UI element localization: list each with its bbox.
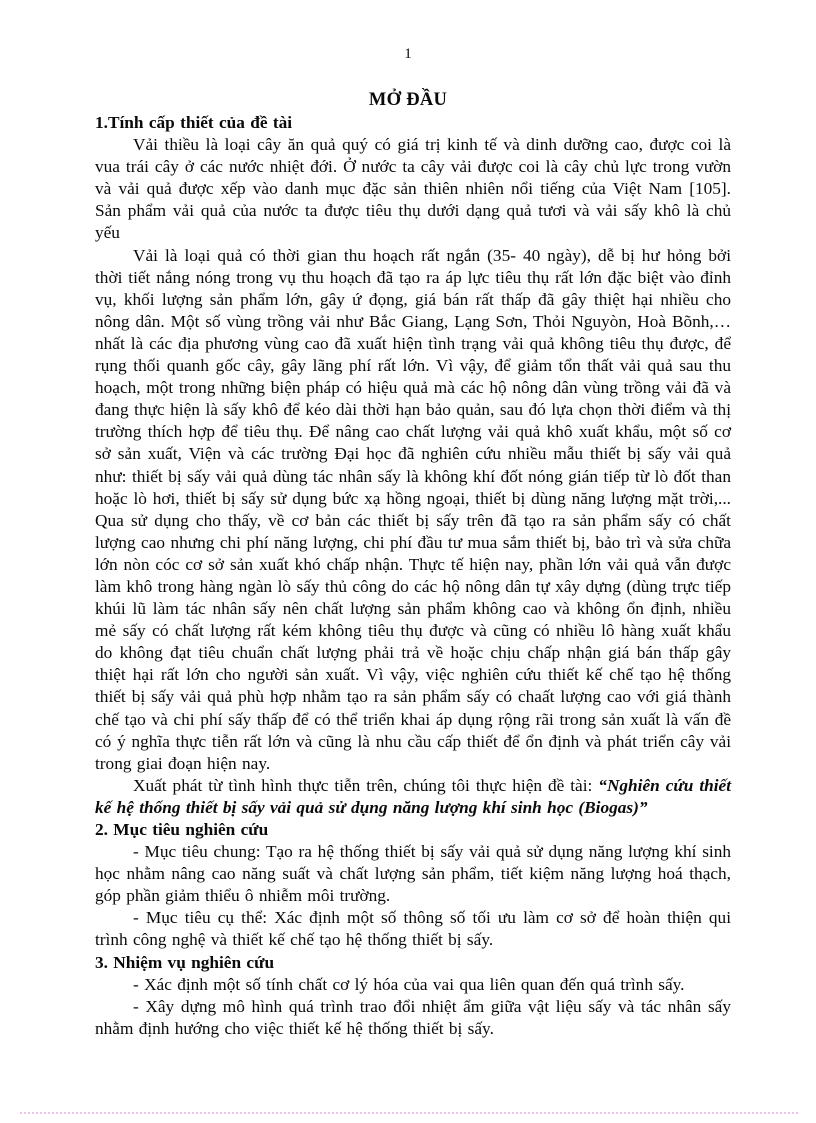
thesis-lead-text: Xuất phát từ tình hình thực tiễn trên, chúng tôi thực hiện đề tài: <box>133 775 599 795</box>
page-number: 1 <box>404 46 412 62</box>
body-paragraph-main: Vải là loại quả có thời gian thu hoạch rất ngắn (35- 40 ngày), dễ bị hư hỏng bởi thời tiết nắng nóng trong vụ thu hoạch đã tạo ra áp lực tiêu thụ rất lớn đặc biệt vào đỉnh vụ, khối lượng sản phẩm lớn, gây ứ đọng, giá bán rất thấp đã gây thiệt hại nhiều cho nông dân. Một số vùng trồng vải như Bắc Giang, Lạng Sơn, Thỏi Nguyòn, Hoà Bõnh,…nhất là các địa phương vùng cao đã xuất hiện tình trạng vải quả không tiêu thụ được, để rụng thối quanh gốc cây, gây lãng phí rất lớn. Vì vậy, để giảm tổn thất vải quả sau thu hoạch, một trong những biện pháp có hiệu quả mà các hộ nông dân vùng trồng vải đã và đang thực hiện là sấy khô để kéo dài thời hạn bảo quản, sau đó lựa chọn thời điểm và thị trường thích hợp để tiêu thụ. Để nâng cao chất lượng vải quả khô xuất khẩu, một số cơ sở sản xuất, Viện và các trường Đại học đã nghiên cứu nhiều mẫu thiết bị sấy vải quả như: thiết bị sấy vải quả dùng tác nhân sấy là không khí đốt nóng gián tiếp từ lò đốt than hoặc lò hơi, thiết bị sấy sử dụng bức xạ hồng ngoại, thiết bị dùng năng lượng mặt trời,... Qua sử dụng cho thấy, về cơ bản các thiết bị sấy trên đã tạo ra sản phẩm sấy có chất lượng cao nhưng chi phí năng lượng, chi phí đầu tư mua sắm thiết bị, bảo trì và sửa chữa lớn nòn cóc cơ sở sản xuất khó chấp nhận. Thực tế hiện nay, phần lớn vải quả vẫn được làm khô trong hàng ngàn lò sấy thủ công do các hộ nông dân tự xây dựng (dùng trực tiếp khúi lũ làm tác nhân sấy nên chất lượng sản phẩm không cao và không ổn định, nhiều mẻ sấy có chất lượng rất kém không tiêu thụ được và cũng có nhiều lô hàng xuất khẩu do không đạt tiêu chuẩn chất lượng phải trả về hoặc chịu chấp nhận giá bán thấp gây thiệt hại rất lớn cho người sản xuất. Vì vậy, việc nghiên cứu thiết kế chế tạo hệ thống thiết bị sấy vải quả phù hợp nhằm tạo ra sản phẩm sấy có chaất lượng cao với giá thành chế tạo và chi phí sấy thấp để có thể triển khai áp dụng rộng rãi trong sản xuất là vấn đề có ý nghĩa thực tiễn rất lớn và cũng là nhu cầu cấp thiết để ổn định và phát triển cây vải trong giai đoạn hiện nay. <box>95 245 731 773</box>
section-heading-3: 3. Nhiệm vụ nghiên cứu <box>95 952 275 972</box>
document-body <box>95 112 731 1040</box>
thesis-title-emphasis: “Nghiên cứu thiết kế hệ thống thiết bị sấy vải quả sử dụng năng lượng khí sinh học (Biogas)” <box>95 775 731 817</box>
body-paragraph-task-1: - Xác định một số tính chất cơ lý hóa của vai qua liên quan đến quá trình sấy. <box>133 974 685 994</box>
body-paragraph-specific-goal: - Mục tiêu cụ thể: Xác định một số thông số tối ưu làm cơ sở để hoàn thiện qui trình công nghệ và thiết kế chế tạo hệ thống thiết bị sấy. <box>95 908 731 950</box>
page-bottom-dotted-divider <box>20 1112 798 1114</box>
body-paragraph-general-goal: - Mục tiêu chung: Tạo ra hệ thống thiết bị sấy vải quả sử dụng năng lượng khí sinh học nhằm nâng cao năng suất và chất lượng sản phẩm, tiết kiệm năng lượng hoá thạch, góp phần giảm thiểu ô nhiễm môi trường. <box>95 842 731 906</box>
section-heading-1: 1.Tính cấp thiết của đề tài <box>95 113 293 132</box>
body-paragraph-thesis <box>95 775 731 819</box>
section-heading-2: 2. Mục tiêu nghiên cứu <box>95 820 269 839</box>
body-paragraph-intro: Vải thiều là loại cây ăn quả quý có giá trị kinh tế và dinh dưỡng cao, được coi là vua trái cây ở các nước nhiệt đới. Ở nước ta cây vải được coi là cây chủ lực trong vườn và vải quả được xếp vào danh mục đặc sản thiên nhiên nổi tiếng của Việt Nam [105]. Sản phẩm vải quả của nước ta được tiêu thụ dưới dạng quả tươi và vải sấy khô là chủ yếu <box>95 135 731 243</box>
body-paragraph-task-2: - Xây dựng mô hình quá trình trao đổi nhiệt ẩm giữa vật liệu sấy và tác nhân sấy nhằm định hướng cho việc thiết kế hệ thống thiết bị sấy. <box>95 996 731 1038</box>
document-title: MỞ ĐẦU <box>368 90 448 110</box>
